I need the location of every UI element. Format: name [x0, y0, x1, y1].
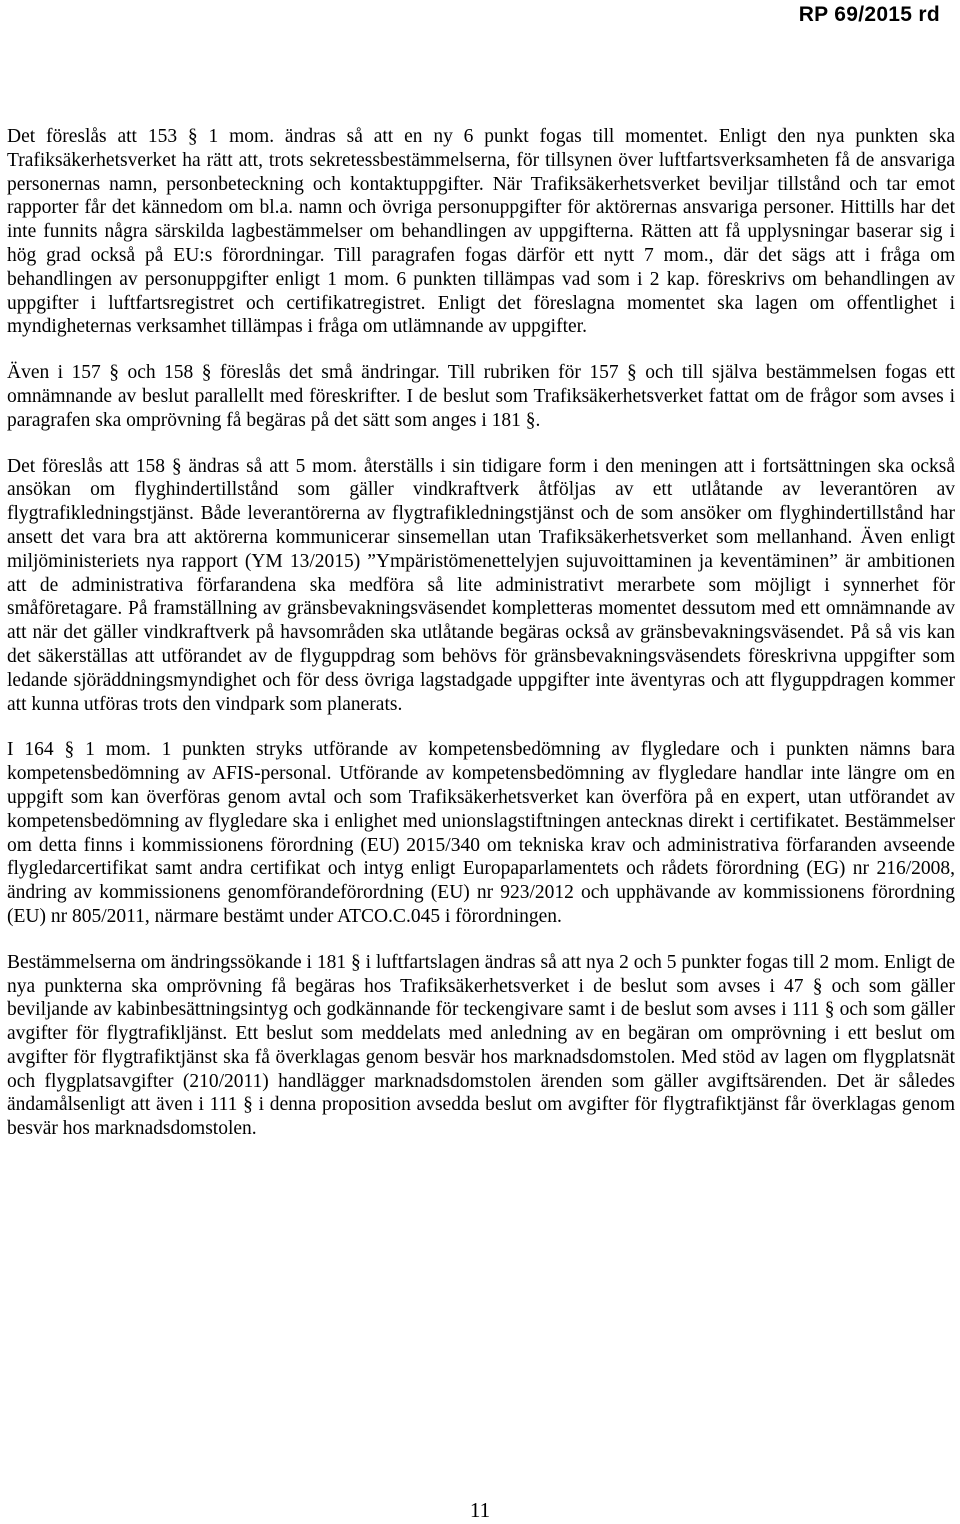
paragraph-158: Det föreslås att 158 § ändras så att 5 mom. återställs i sin tidigare form i den meningen att i fortsättningen ska också ansökan om flyghindertillstånd som gäller vindkraftverk åtföljas av ett utlåtande av leverantören av flygtrafikledningstjänst. Både leverantörerna av flygtrafikledningstjänst och de som ansöker om flyghindertillstånd har ansett det vara bra att aktörerna kommunicerar sinsemellan utan Trafiksäkerhetsverket som mellanhand. Även enligt miljöministeriets nya rapport (YM 13/2015) ”Ympäristömenettelyjen sujuvoittaminen ja keventäminen” är ambitionen att de administrativa förfarandena ska medföra så lite administrativt merarbete som möjligt i synnerhet för småföretagare. På framställning av gränsbevakningsväsendet kompletteras momentet dessutom med ett omnämnande av att när det gäller vindkraftverk på havsområden ska utlåtande begäras också av gränsbevakningsväsendet. På så vis kan det säkerställas att utförandet av de flyguppdrag som behövs för gränsbevakningsväsendets föreskrivna uppgifter som ledande sjöräddningsmyndighet och för dess övriga lagstadgade uppgifter inte äventyras och att flyguppdragen kommer att kunna utföras trots den vindpark som planerats.: [7, 455, 955, 715]
document-id-header: RP 69/2015 rd: [798, 3, 940, 26]
document-body: [7, 125, 955, 1163]
paragraph-164: I 164 § 1 mom. 1 punkten stryks utförande av kompetensbedömning av flygledare och i punkten nämns bara kompetensbedömning av AFIS-personal. Utförande av kompetensbedömning av flygledare handlar inte längre om en uppgift som kan överföras genom avtal och som Trafiksäkerhetsverket kan överföra på en expert, utan utförandet av kompetensbedömning av flygledare ska i enlighet med unionslagstiftningen antecknas direkt i certifikatet. Bestämmelser om detta finns i kommissionens förordning (EU) 2015/340 om tekniska krav och administrativa förfaranden avseende flygledarcertifikat samt andra certifikat och intyg enligt Europaparlamentets och rådets förordning (EG) nr 216/2008, ändring av kommissionens genomförandeförordning (EU) nr 923/2012 och upphävande av kommissionens förordning (EU) nr 805/2011, närmare bestämt under ATCO.C.045 i förordningen.: [7, 739, 955, 927]
paragraph-153: Det föreslås att 153 § 1 mom. ändras så att en ny 6 punkt fogas till momentet. Enligt den nya punkten ska Trafiksäkerhetsverket ha rätt att, trots sekretessbestämmelserna, för tillsynen över luftfartsverksamheten få de ansvariga personernas namn, personbeteckning och kontaktuppgifter. När Trafiksäkerhetsverket beviljar tillstånd och tar emot rapporter får det kännedom om bl.a. namn och övriga personuppgifter för aktörernas ansvariga personer. Hittills har det inte funnits några särskilda lagbestämmelser om behandlingen av uppgifterna. Rätten att få upplysningar baserar sig i hög grad också på EU:s förordningar. Till paragrafen fogas därför ett nytt 7 mom., där det sägs att i fråga om behandlingen av personuppgifter enligt 1 mom. 6 punkten tillämpas vad som i 2 kap. föreskrivs om behandlingen av uppgifter i luftfartsregistret och certifikatregistret. Enligt det föreslagna momentet ska lagen om offentlighet i myndigheternas verksamhet tillämpas i fråga om utlämnande av uppgifter.: [7, 126, 955, 338]
paragraph-157-158: Även i 157 § och 158 § föreslås det små ändringar. Till rubriken för 157 § och till själva bestämmelsen fogas ett omnämnande av beslut parallellt med föreskrifter. I de beslut som Trafiksäkerhetsverket fattat om de frågor som avses i paragrafen ska omprövning få begäras på det sätt som anges i 181 §.: [7, 362, 955, 431]
paragraph-181: Bestämmelserna om ändringssökande i 181 § i luftfartslagen ändras så att nya 2 och 5 punkter fogas till 2 mom. Enligt de nya punkterna ska omprövning få begäras hos Trafiksäkerhetsverket i de beslut som avses i 47 § och som gäller beviljande av kabinbesättningsintyg och godkännande för teckengivare samt i de beslut som avses i 111 § och som gäller avgifter för flygtrafikljänst. Ett beslut som meddelats med anledning av en begäran om omprövning i ett beslut om avgifter för flygtrafiktjänst ska få överklagas genom besvär hos marknadsdomstolen. Med stöd av lagen om flygplatsnät och flygplatsavgifter (210/2011) handlägger marknadsdomstolen ärenden som gäller avgiftsärenden. Det är således ändamålsenligt att även i 111 § i denna proposition avsedda beslut om avgifter för flygtrafiktjänst får överklagas genom besvär hos marknadsdomstolen.: [7, 951, 955, 1140]
page-number: 11: [469, 1498, 491, 1522]
